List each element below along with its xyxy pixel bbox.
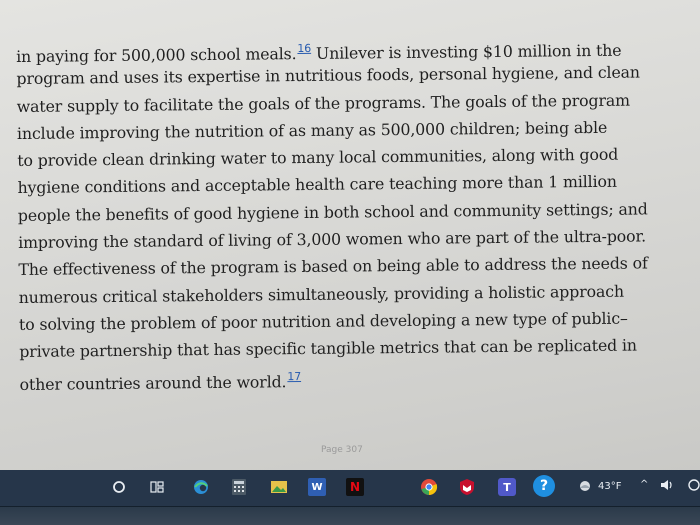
photos-icon[interactable] — [270, 478, 288, 496]
text-line: The effectiveness of the program is based on being able to address the needs of — [18, 253, 648, 280]
speaker-icon[interactable] — [660, 479, 674, 494]
text-line: to provide clean drinking water to many local communities, along with good — [17, 144, 619, 171]
mcafee-icon[interactable] — [458, 478, 476, 496]
windows-taskbar — [0, 470, 700, 525]
text-line-part: in paying for 500,000 school meals. — [16, 44, 297, 66]
text-line: people the benefits of good hygiene in both school and community settings; and — [17, 199, 648, 225]
clock-edge-icon[interactable] — [688, 479, 700, 494]
text-line: private partnership that has specific tangible metrics that can be replicated in — [19, 335, 637, 362]
footnote-link-17[interactable]: 17 — [287, 369, 302, 383]
teams-letter: T — [503, 480, 511, 494]
teams-icon[interactable] — [498, 478, 516, 496]
tray-chevron-icon[interactable]: ^ — [640, 479, 649, 490]
taskbar-strip — [0, 470, 700, 507]
edge-icon[interactable] — [192, 478, 210, 496]
word-letter: W — [311, 481, 323, 493]
text-line: hygiene conditions and acceptable health care teaching more than 1 million — [17, 172, 617, 198]
text-line-part: other countries around the world. — [19, 371, 287, 394]
calculator-icon[interactable] — [230, 478, 248, 496]
text-line: to solving the problem of poor nutrition and developing a new type of public– — [18, 308, 628, 334]
text-line: improving the standard of living of 3,000 women who are part of the ultra-poor. — [18, 226, 647, 253]
text-line: numerous critical stakeholders simultaneously, providing a holistic approach — [18, 281, 625, 307]
footnote-link-16[interactable]: 16 — [297, 41, 312, 56]
page-number: Page 307 — [321, 445, 363, 455]
chrome-icon[interactable] — [420, 478, 438, 496]
weather-temperature[interactable]: 43°F — [598, 481, 622, 492]
help-glyph: ? — [539, 478, 549, 494]
body-text — [16, 31, 685, 393]
search-circle-icon[interactable] — [110, 478, 128, 496]
netflix-letter: N — [349, 480, 361, 494]
task-view-icon[interactable] — [148, 478, 166, 496]
text-line: include improving the nutrition of as many as 500,000 children; being able — [16, 117, 608, 143]
text-line: water supply to facilitate the goals of the programs. The goals of the program — [16, 90, 630, 116]
weather-icon[interactable] — [578, 479, 592, 496]
text-line-part: Unilever is investing $10 million in the — [311, 40, 622, 63]
word-icon[interactable] — [308, 478, 326, 496]
netflix-icon[interactable] — [346, 478, 364, 496]
monitor-bezel — [0, 507, 700, 525]
help-icon[interactable] — [533, 475, 555, 497]
text-line: program and uses its expertise in nutritious foods, personal hygiene, and clean — [16, 62, 640, 89]
